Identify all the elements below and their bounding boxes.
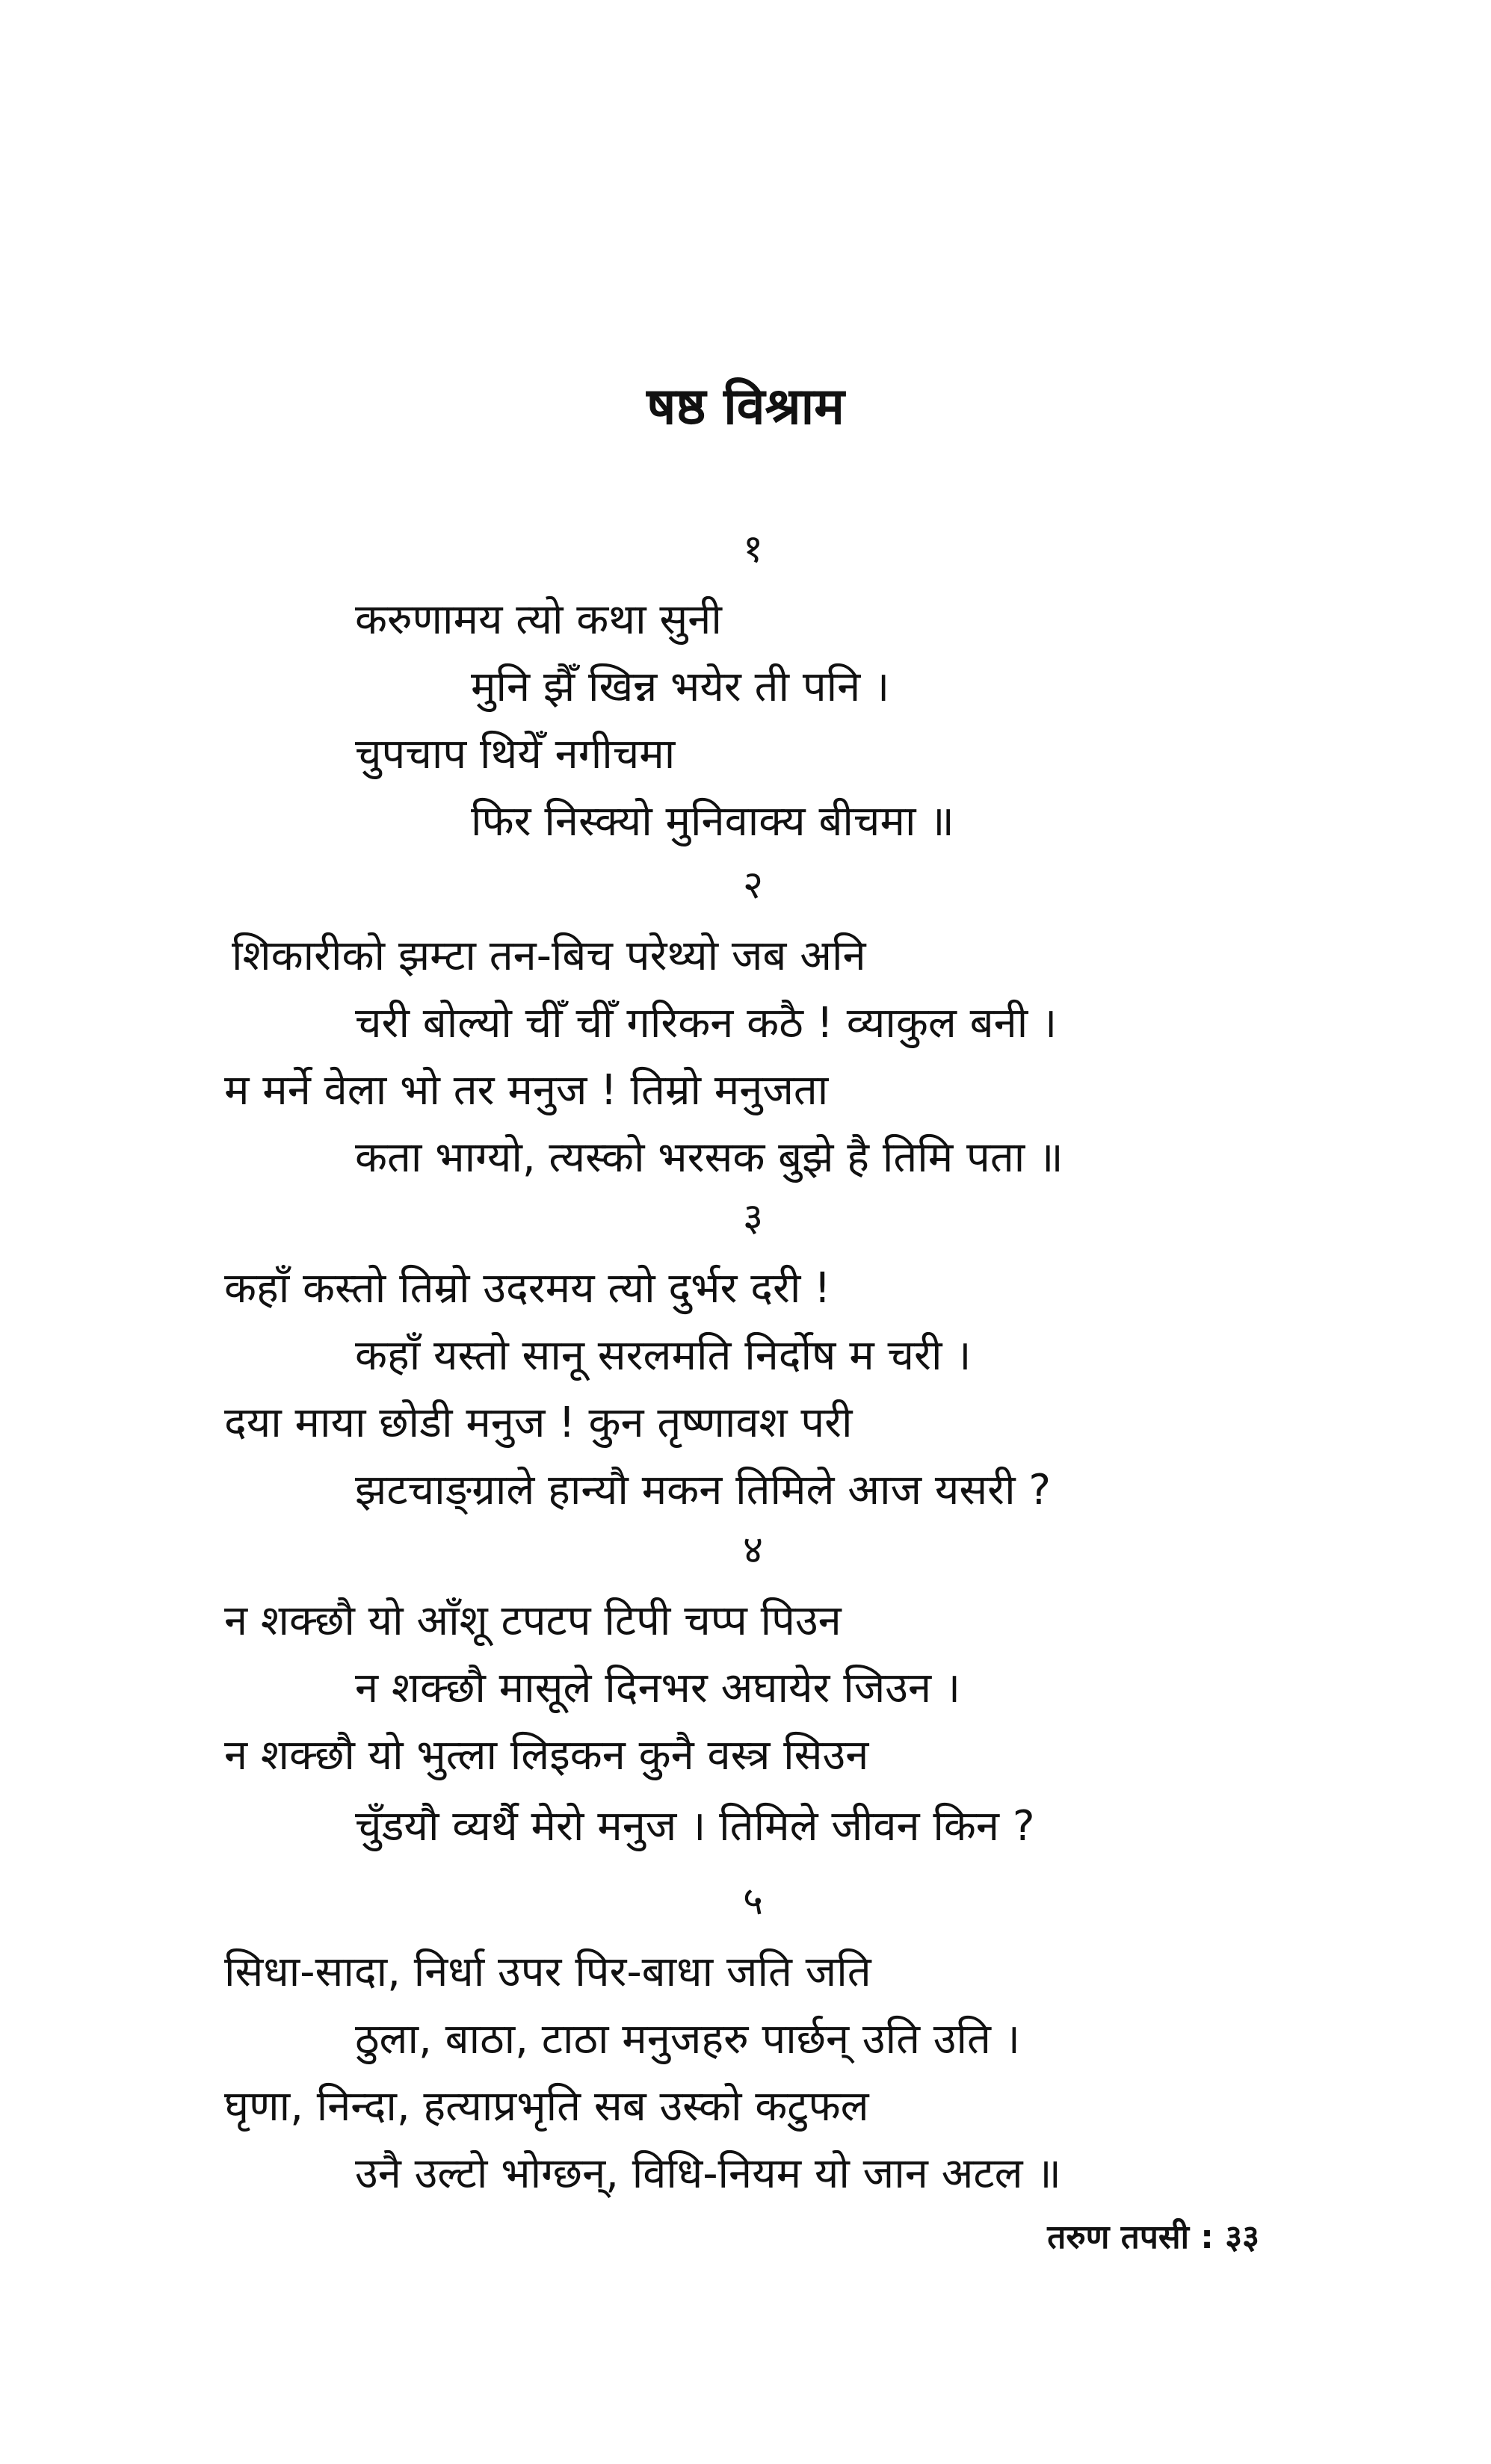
stanza-4-line-3: न शक्छौ यो भुत्ला लिइकन कुनै वस्त्र सिउन	[224, 1731, 869, 1780]
stanza-number-4: ४	[742, 1528, 764, 1573]
stanza-4-line-4: चुँडयौ व्यर्थै मेरो मनुज । तिमिले जीवन किन ?	[355, 1802, 1035, 1851]
stanza-2-line-4: कता भाग्यो, त्यस्को भरसक बुझे है तिमि पता ॥	[355, 1133, 1064, 1182]
page-footer	[1047, 2211, 1259, 2264]
stanza-1-line-3: चुपचाप थियेँ नगीचमा	[355, 730, 676, 778]
stanza-number-3: ३	[742, 1195, 764, 1240]
stanza-3-line-1: कहाँ कस्तो तिम्रो उदरमय त्यो दुर्भर दरी !	[224, 1264, 831, 1313]
stanza-5-line-4: उनै उल्टो भोग्छन्, विधि-नियम यो जान अटल ॥	[355, 2149, 1061, 2198]
footer-page-number: ३३	[1225, 2218, 1259, 2256]
chapter-title: षष्ठ विश्राम	[646, 377, 845, 436]
footer-separator: :	[1200, 2218, 1214, 2256]
stanza-1-line-4: फिर निस्क्यो मुनिवाक्य बीचमा ॥	[471, 797, 954, 846]
stanza-1-line-1: करुणामय त्यो कथा सुनी	[355, 595, 722, 644]
stanza-number-2: २	[742, 863, 764, 908]
stanza-number-1: १	[742, 527, 764, 572]
stanza-5-line-1: सिधा-सादा, निर्धा उपर पिर-बाधा जति जति	[224, 1948, 871, 1996]
stanza-5-line-3: घृणा, निन्दा, हत्याप्रभृति सब उस्को कटुफल	[224, 2082, 869, 2131]
stanza-number-5: ५	[742, 1879, 764, 1924]
stanza-4-line-1: न शक्छौ यो आँशू टपटप टिपी चप्प पिउन	[224, 1597, 842, 1645]
stanza-3-line-2: कहाँ यस्तो सानू सरलमति निर्दोष म चरी ।	[355, 1331, 972, 1380]
stanza-3-line-3: दया माया छोडी मनुज ! कुन तृष्णावश परी	[224, 1399, 853, 1447]
stanza-2-line-1: शिकारीको झम्टा तन-बिच परेथ्यो जब अनि	[232, 932, 866, 980]
stanza-2-line-3: म मर्ने वेला भो तर मनुज ! तिम्रो मनुजता	[224, 1066, 829, 1115]
stanza-5-line-2: ठुला, बाठा, टाठा मनुजहरु पार्छन् उति उति ।	[355, 2015, 1020, 2064]
stanza-1-line-2: मुनि झैँ खिन्न भयेर ती पनि ।	[471, 663, 890, 711]
stanza-3-line-4: झटचाङ्ग्राले हान्यौ मकन तिमिले आज यसरी ?	[355, 1466, 1052, 1514]
footer-book-title: तरुण तपसी	[1047, 2218, 1189, 2256]
stanza-4-line-2: न शक्छौ मासूले दिनभर अघायेर जिउन ।	[355, 1664, 961, 1712]
stanza-2-line-2: चरी बोल्यो चीँ चीँ गरिकन कठै ! व्याकुल बनी ।	[355, 999, 1058, 1047]
